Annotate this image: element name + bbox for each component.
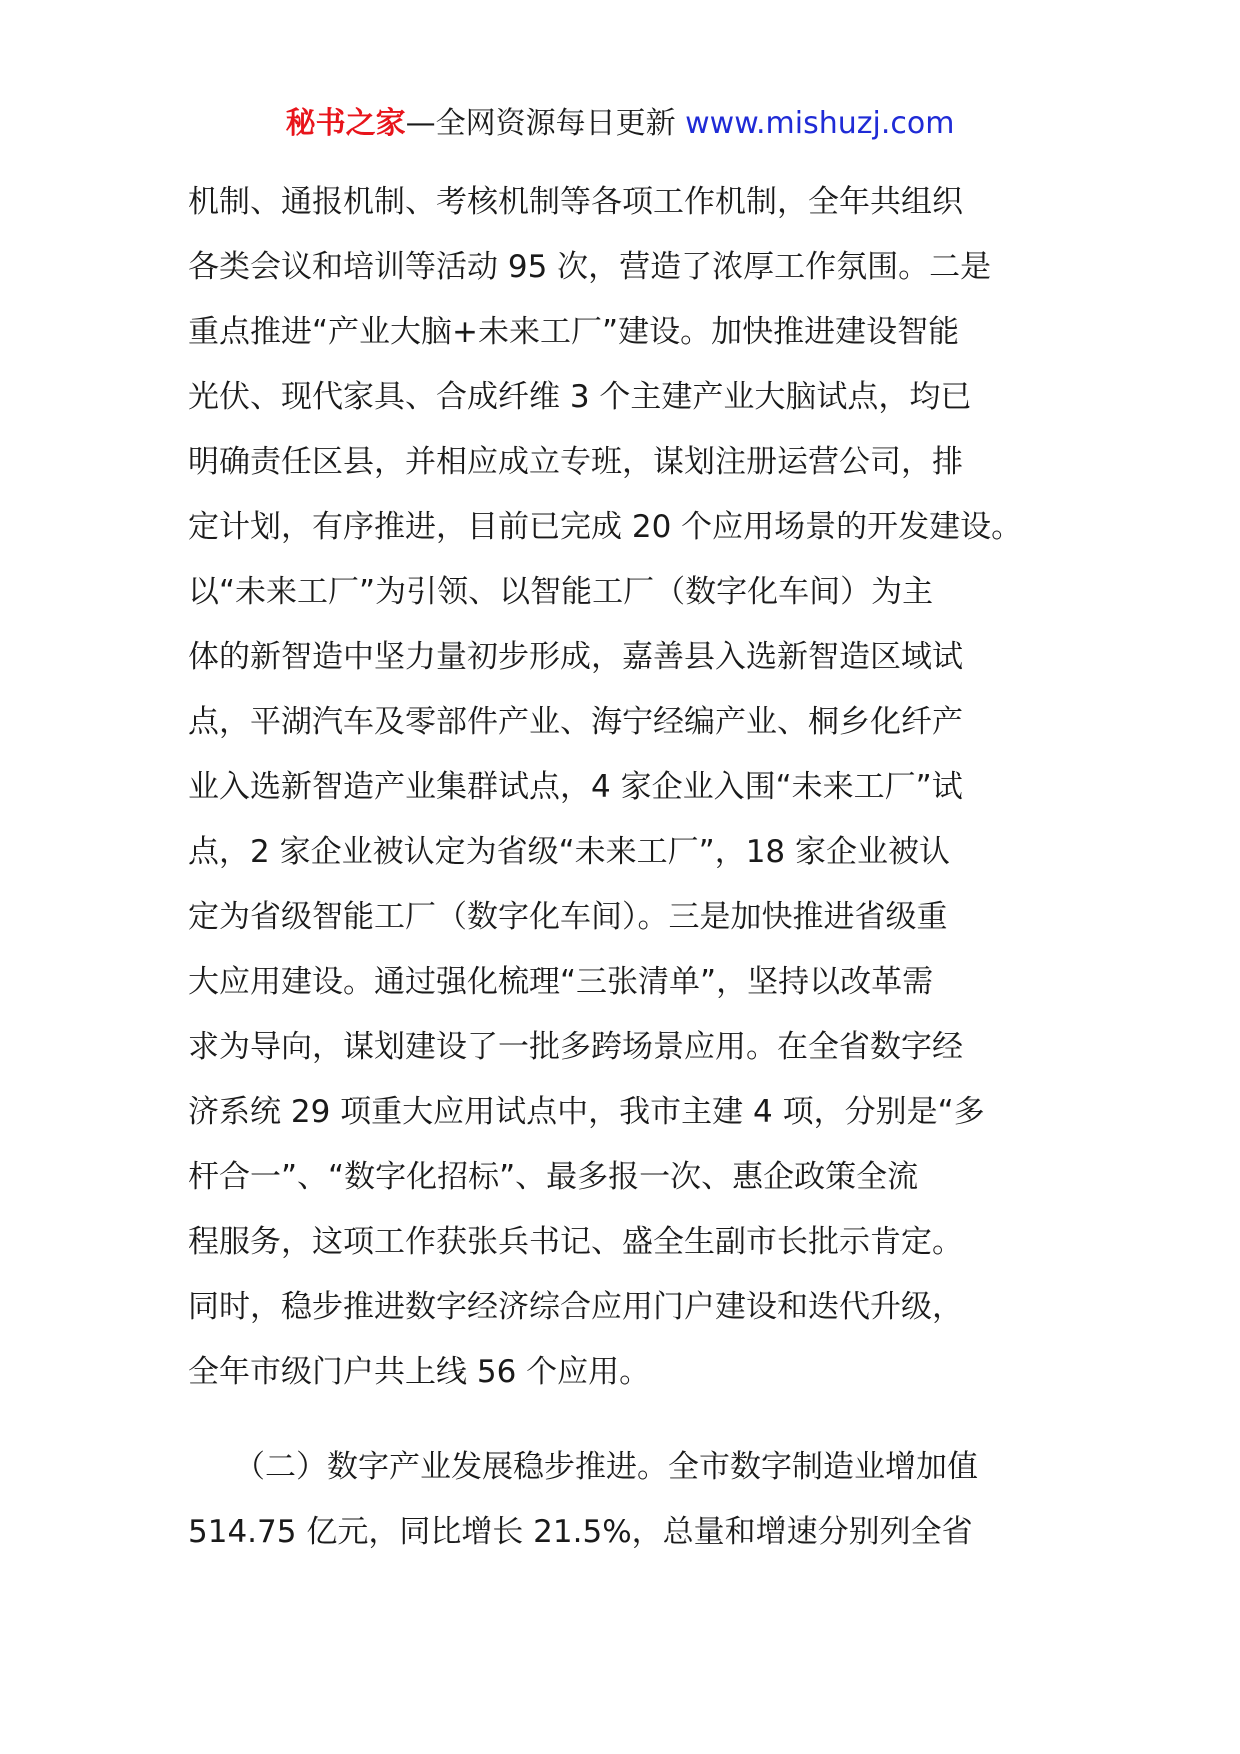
text-line: 求为导向，谋划建设了一批多跨场景应用。在全省数字经 [188, 1029, 963, 1065]
text-line: 程服务，这项工作获张兵书记、盛全生副市长批示肯定。 [188, 1224, 963, 1260]
site-header [0, 104, 1240, 144]
text-line: 各类会议和培训等活动 95 次，营造了浓厚工作氛围。二是 [188, 249, 992, 285]
text-line: 大应用建设。通过强化梳理“三张清单”，坚持以改革需 [188, 964, 934, 1000]
text-line: 点，2 家企业被认定为省级“未来工厂”，18 家企业被认 [188, 834, 950, 870]
text-line: （二）数字产业发展稳步推进。全市数字制造业增加值 [234, 1449, 978, 1485]
text-line: 杆合一”、“数字化招标”、最多报一次、惠企政策全流 [188, 1159, 919, 1195]
brand-name: 秘书之家 [285, 106, 406, 141]
paragraph-1 [188, 170, 1068, 1405]
header-slogan: —全网资源每日更新 [405, 106, 686, 141]
text-line: 机制、通报机制、考核机制等各项工作机制，全年共组织 [188, 184, 963, 220]
text-line: 业入选新智造产业集群试点，4 家企业入围“未来工厂”试 [188, 769, 963, 805]
paragraph-spacer [188, 1405, 1068, 1435]
text-line: 同时，稳步推进数字经济综合应用门户建设和迭代升级， [188, 1289, 963, 1325]
text-line: 重点推进“产业大脑+未来工厂”建设。加快推进建设智能 [188, 314, 960, 350]
document-body [188, 170, 1068, 1565]
text-line: 以“未来工厂”为引领、以智能工厂（数字化车间）为主 [188, 574, 934, 610]
text-line: 定为省级智能工厂（数字化车间）。三是加快推进省级重 [188, 899, 948, 935]
text-line: 明确责任区县，并相应成立专班，谋划注册运营公司，排 [188, 444, 963, 480]
paragraph-2 [188, 1435, 1068, 1565]
text-line: 全年市级门户共上线 56 个应用。 [188, 1354, 651, 1390]
text-line: 点，平湖汽车及零部件产业、海宁经编产业、桐乡化纤产 [188, 704, 963, 740]
text-line: 济系统 29 项重大应用试点中，我市主建 4 项，分别是“多 [188, 1094, 985, 1130]
text-line: 光伏、现代家具、合成纤维 3 个主建产业大脑试点，均已 [188, 379, 972, 415]
text-line: 体的新智造中坚力量初步形成，嘉善县入选新智造区域试 [188, 639, 963, 675]
text-line: 514.75 亿元，同比增长 21.5%，总量和增速分别列全省 [188, 1514, 973, 1550]
text-line: 定计划，有序推进，目前已完成 20 个应用场景的开发建设。 [188, 509, 1023, 545]
site-url-link[interactable]: www.mishuzj.com [685, 106, 955, 141]
